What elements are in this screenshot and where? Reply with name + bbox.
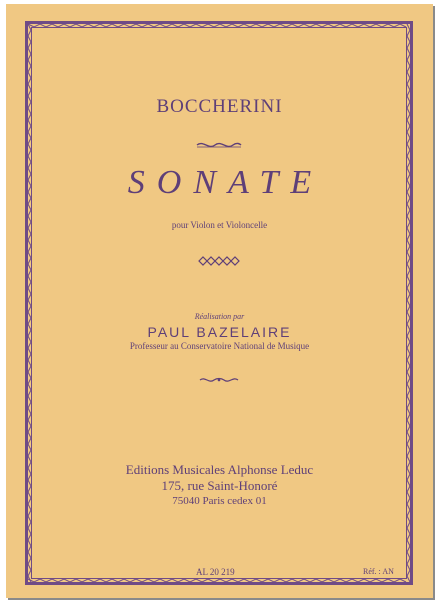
arranger-name: PAUL BAZELAIRE [147,324,292,340]
plate-number: AL 20 219 [196,567,235,577]
publisher-address: 175, rue Saint-Honoré [161,478,278,493]
publisher-name: Editions Musicales Alphonse Leduc [125,462,314,477]
arranger-title: Professeur au Conservatoire National de Musique [129,341,310,351]
diamond-chain-ornament [197,256,241,266]
scroll-ornament [195,140,243,150]
realisation-label: Réalisation par [194,312,245,321]
flourish-ornament [199,376,239,384]
instrumentation-subtitle: pour Violon et Violoncelle [171,220,268,230]
reference-code: Réf. : AN [363,567,394,576]
composer-name: BOCCHERINI [156,96,283,117]
publisher-city: 75040 Paris cedex 01 [172,495,267,507]
score-cover [6,4,433,598]
decorative-border-pattern [6,4,433,598]
page-title: SONATE [127,164,324,201]
